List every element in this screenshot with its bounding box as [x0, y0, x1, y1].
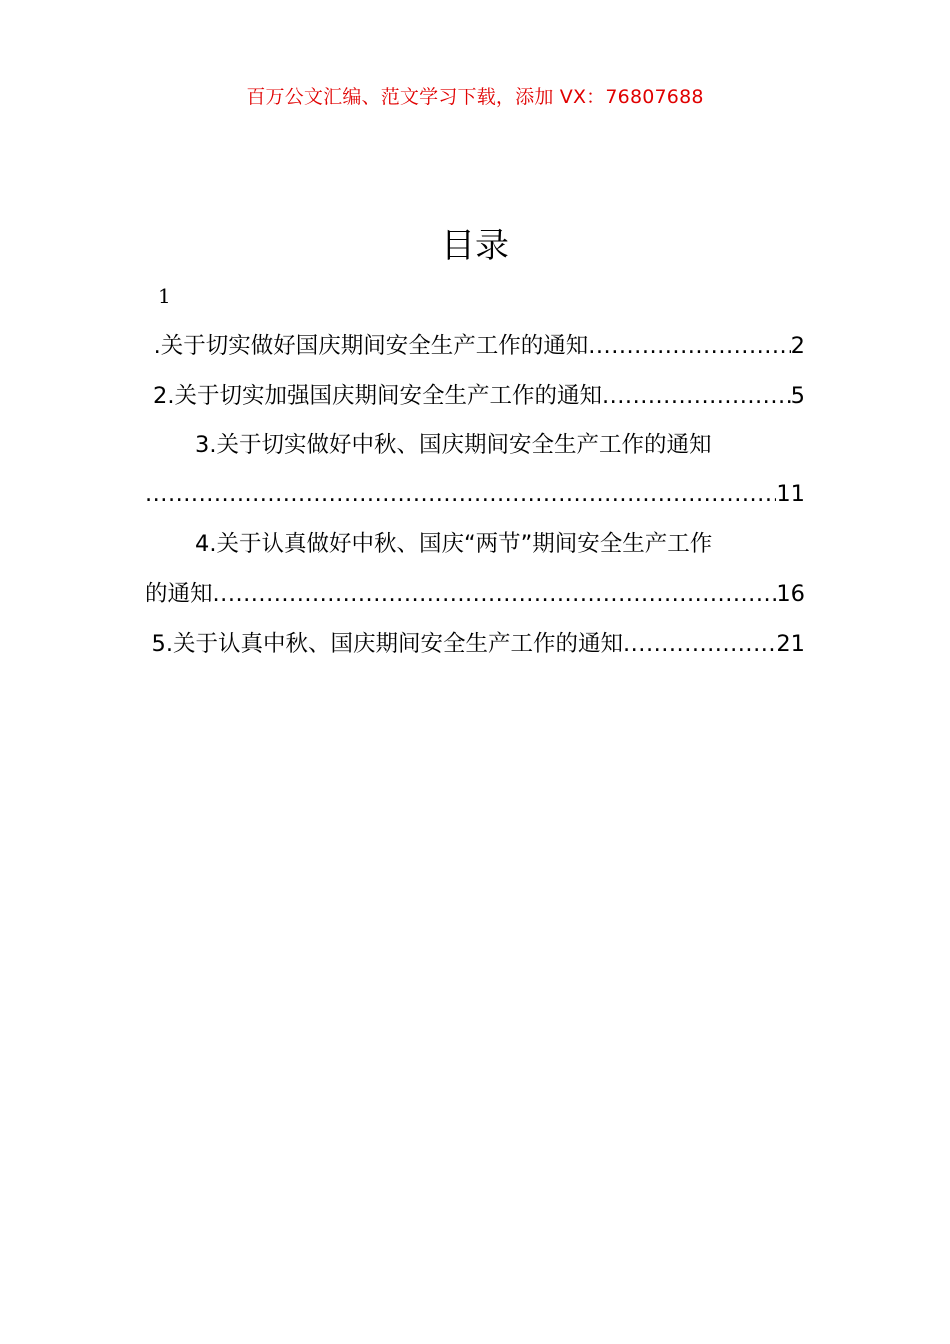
toc-entry-1[interactable] — [145, 331, 805, 361]
toc-entry-3-title: 3.关于切实做好中秋、国庆期间安全生产工作的通知 — [195, 432, 712, 458]
toc-entry-4-title-line2: 的通知 — [145, 581, 213, 607]
list-marker: 1 — [158, 284, 171, 308]
toc-entry-4-leader-line[interactable] — [145, 579, 805, 609]
toc-leader-dots — [145, 479, 776, 509]
toc-leader-dots — [602, 381, 791, 411]
toc-entry-3[interactable] — [145, 430, 805, 460]
toc-leader-dots — [213, 579, 777, 609]
toc-entry-2[interactable] — [145, 381, 805, 411]
toc-entry-3-leader-line[interactable] — [145, 479, 805, 509]
toc-entry-2-title: 2.关于切实加强国庆期间安全生产工作的通知 — [153, 383, 602, 409]
toc-entry-4-title-line1: 4.关于认真做好中秋、国庆“两节”期间安全生产工作 — [195, 531, 713, 557]
toc-entry-4[interactable] — [145, 529, 805, 559]
toc-entry-3-page: 11 — [776, 481, 805, 507]
toc-leader-dots — [623, 629, 776, 659]
toc-entry-1-page: 2 — [790, 333, 805, 359]
page-title: 目录 — [441, 226, 509, 266]
toc-entry-5-title: 5.关于认真中秋、国庆期间安全生产工作的通知 — [151, 631, 623, 657]
toc-entry-4-page: 16 — [776, 581, 805, 607]
watermark-header: 百万公文汇编、范文学习下载，添加 VX：76807688 — [246, 86, 704, 108]
toc-leader-dots — [588, 331, 790, 361]
toc-entry-2-page: 5 — [790, 383, 805, 409]
toc-entry-1-title: .关于切实做好国庆期间安全生产工作的通知 — [153, 333, 589, 359]
toc-entry-5[interactable] — [145, 629, 805, 659]
toc-entry-5-page: 21 — [776, 631, 805, 657]
